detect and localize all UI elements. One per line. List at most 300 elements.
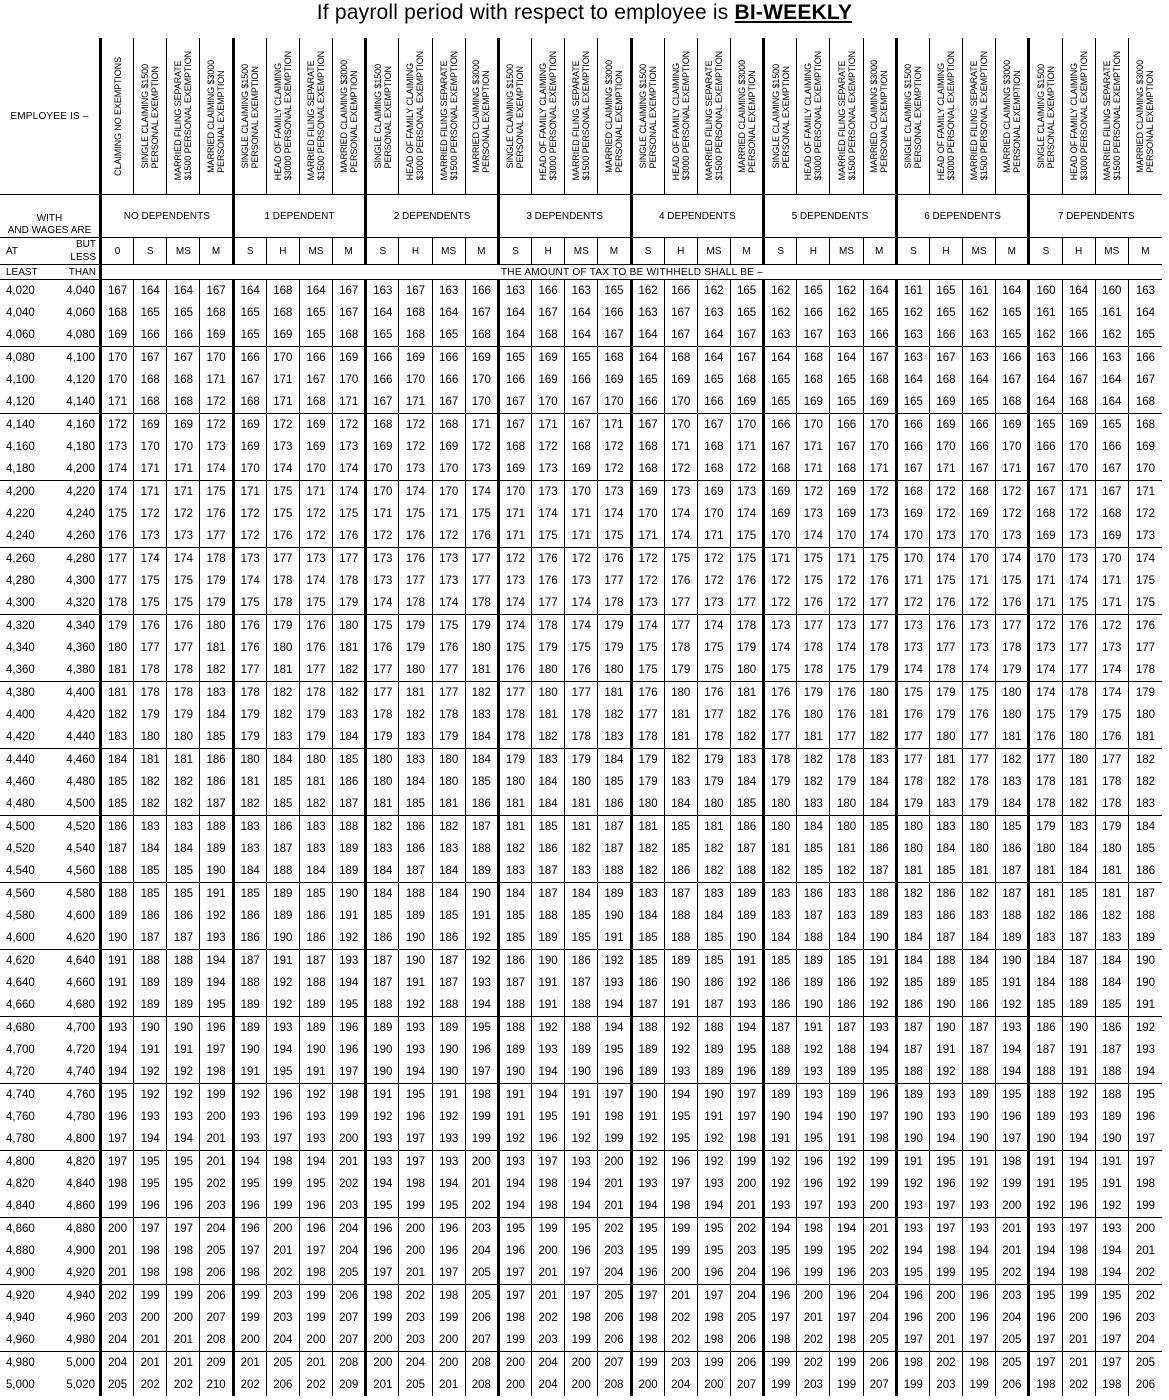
tax-amount-cell: 185: [565, 927, 598, 950]
tax-amount-cell: 184: [1029, 972, 1062, 994]
tax-amount-cell: 201: [134, 1329, 167, 1352]
tax-amount-cell: 201: [333, 1151, 366, 1174]
tax-amount-cell: 191: [631, 1106, 664, 1128]
tax-amount-cell: 208: [465, 1352, 498, 1375]
tax-amount-cell: 176: [764, 682, 797, 705]
tax-amount-cell: 176: [299, 637, 332, 659]
tax-amount-cell: 175: [167, 570, 200, 592]
tax-amount-cell: 170: [333, 369, 366, 391]
tax-amount-cell: 184: [1029, 950, 1062, 973]
table-header: [0, 38, 1162, 280]
tax-amount-cell: 168: [333, 324, 366, 347]
tax-amount-cell: 170: [101, 369, 134, 391]
tax-amount-cell: 174: [333, 458, 366, 481]
tax-amount-cell: 194: [532, 1061, 565, 1084]
tax-amount-cell: 196: [266, 1084, 299, 1107]
tax-amount-cell: 172: [664, 458, 697, 481]
tax-amount-cell: 186: [764, 994, 797, 1017]
tax-amount-cell: 200: [498, 1374, 531, 1396]
tax-amount-cell: 179: [896, 793, 929, 816]
tax-amount-cell: 196: [565, 1240, 598, 1262]
tax-amount-cell: 169: [498, 458, 531, 481]
tax-amount-cell: 198: [432, 1285, 465, 1308]
tax-amount-cell: 166: [598, 302, 631, 324]
tax-amount-cell: 193: [963, 1218, 996, 1241]
tax-amount-cell: 183: [697, 883, 730, 906]
tax-amount-cell: 172: [233, 503, 266, 525]
tax-amount-cell: 181: [1062, 771, 1095, 793]
tax-amount-cell: 177: [465, 548, 498, 571]
table-row: [0, 838, 1162, 860]
tax-amount-cell: 177: [896, 749, 929, 772]
tax-amount-cell: 185: [333, 749, 366, 772]
column-description-text: MARRIED FILING SEPARATE $1500 PERSONAL EXEMPTION: [438, 51, 459, 181]
tax-amount-cell: 178: [498, 726, 531, 749]
tax-amount-cell: 166: [797, 302, 830, 324]
tax-amount-cell: 195: [896, 1262, 929, 1285]
tax-amount-cell: 191: [432, 1084, 465, 1107]
tax-amount-cell: 185: [432, 905, 465, 927]
tax-amount-cell: 197: [532, 1151, 565, 1174]
tax-amount-cell: 202: [797, 1352, 830, 1375]
column-description: [697, 38, 730, 195]
tax-amount-cell: 187: [1062, 950, 1095, 973]
tax-amount-cell: 187: [996, 883, 1029, 906]
tax-amount-cell: 180: [134, 726, 167, 749]
tax-amount-cell: 179: [134, 704, 167, 726]
tax-amount-cell: 182: [863, 726, 896, 749]
column-code: S: [498, 238, 531, 265]
tax-amount-cell: 166: [167, 324, 200, 347]
tax-amount-cell: 194: [299, 1151, 332, 1174]
tax-amount-cell: 180: [730, 659, 763, 682]
tax-amount-cell: 195: [200, 994, 233, 1017]
tax-amount-cell: 171: [299, 481, 332, 504]
tax-amount-cell: 182: [963, 883, 996, 906]
tax-amount-cell: 175: [366, 615, 399, 638]
tax-amount-cell: 186: [233, 927, 266, 950]
tax-amount-cell: 177: [1095, 749, 1128, 772]
tax-amount-cell: 205: [465, 1262, 498, 1285]
tax-amount-cell: 185: [896, 972, 929, 994]
tax-amount-cell: 189: [830, 1061, 863, 1084]
tax-amount-cell: 180: [565, 771, 598, 793]
with-wages-text: WITH AND WAGES ARE: [7, 213, 92, 236]
tax-amount-cell: 189: [963, 1084, 996, 1107]
tax-amount-cell: 172: [1128, 503, 1162, 525]
tax-amount-cell: 174: [498, 615, 531, 638]
tax-amount-cell: 176: [432, 637, 465, 659]
tax-amount-cell: 185: [1029, 994, 1062, 1017]
tax-amount-cell: 204: [465, 1240, 498, 1262]
tax-amount-cell: 185: [929, 860, 962, 883]
table-body: [0, 280, 1162, 1397]
tax-amount-cell: 191: [465, 905, 498, 927]
tax-amount-cell: 177: [697, 704, 730, 726]
column-code: MS: [697, 238, 730, 265]
tax-amount-cell: 199: [266, 1195, 299, 1218]
column-code: MS: [963, 238, 996, 265]
tax-amount-cell: 186: [333, 771, 366, 793]
tax-amount-cell: 192: [299, 1084, 332, 1107]
tax-amount-cell: 167: [863, 347, 896, 370]
tax-amount-cell: 196: [830, 1262, 863, 1285]
tax-amount-cell: 183: [764, 883, 797, 906]
tax-amount-cell: 175: [233, 592, 266, 615]
tax-amount-cell: 187: [465, 816, 498, 839]
tax-amount-cell: 172: [200, 391, 233, 414]
tax-amount-cell: 186: [730, 816, 763, 839]
tax-amount-cell: 192: [432, 1106, 465, 1128]
tax-amount-cell: 173: [366, 570, 399, 592]
tax-amount-cell: 170: [664, 414, 697, 437]
tax-amount-cell: 199: [1128, 1195, 1162, 1218]
table-row: [0, 1285, 1162, 1308]
tax-amount-cell: 169: [266, 324, 299, 347]
tax-amount-cell: 173: [432, 548, 465, 571]
tax-amount-cell: 193: [299, 1106, 332, 1128]
tax-amount-cell: 179: [963, 793, 996, 816]
tax-amount-cell: 186: [764, 972, 797, 994]
tax-amount-cell: 165: [764, 391, 797, 414]
tax-amount-cell: 193: [896, 1195, 929, 1218]
tax-amount-cell: 176: [233, 615, 266, 638]
tax-amount-cell: 163: [764, 324, 797, 347]
tax-amount-cell: 179: [1062, 704, 1095, 726]
tax-amount-cell: 191: [101, 972, 134, 994]
tax-amount-cell: 167: [697, 414, 730, 437]
tax-amount-cell: 162: [1029, 324, 1062, 347]
tax-amount-cell: 196: [333, 1039, 366, 1061]
tax-amount-cell: 181: [233, 771, 266, 793]
tax-amount-cell: 181: [1029, 860, 1062, 883]
tax-amount-cell: 193: [565, 1151, 598, 1174]
tax-amount-cell: 204: [200, 1218, 233, 1241]
tax-amount-cell: 188: [101, 860, 134, 883]
tax-amount-cell: 181: [929, 749, 962, 772]
tax-amount-cell: 176: [730, 570, 763, 592]
tax-amount-cell: 165: [764, 369, 797, 391]
tax-amount-cell: 182: [266, 704, 299, 726]
tax-amount-cell: 179: [929, 704, 962, 726]
tax-amount-cell: 170: [101, 347, 134, 370]
tax-amount-cell: 175: [697, 637, 730, 659]
tax-amount-cell: 172: [465, 436, 498, 458]
tax-amount-cell: 162: [830, 280, 863, 303]
column-code: MS: [432, 238, 465, 265]
tax-amount-cell: 165: [432, 324, 465, 347]
tax-amount-cell: 194: [233, 1151, 266, 1174]
tax-amount-cell: 195: [366, 1195, 399, 1218]
tax-amount-cell: 181: [1029, 883, 1062, 906]
column-description: [200, 38, 233, 195]
tax-amount-cell: 195: [167, 1173, 200, 1195]
tax-amount-cell: 198: [963, 1352, 996, 1375]
tax-amount-cell: 194: [631, 1195, 664, 1218]
tax-amount-cell: 186: [399, 816, 432, 839]
tax-amount-cell: 170: [366, 481, 399, 504]
tax-amount-cell: 206: [333, 1285, 366, 1308]
tax-amount-cell: 175: [730, 525, 763, 548]
tax-amount-cell: 187: [963, 1039, 996, 1061]
tax-amount-cell: 172: [1029, 615, 1062, 638]
wage-at-least: 4,100: [6, 374, 35, 386]
tax-amount-cell: 192: [896, 1173, 929, 1195]
tax-amount-cell: 183: [764, 905, 797, 927]
tax-amount-cell: 175: [266, 481, 299, 504]
tax-amount-cell: 200: [929, 1285, 962, 1308]
wage-but-less: 4,760: [50, 1084, 100, 1107]
tax-amount-cell: 187: [598, 838, 631, 860]
tax-amount-cell: 163: [896, 324, 929, 347]
tax-amount-cell: 196: [432, 1218, 465, 1241]
tax-amount-cell: 174: [664, 525, 697, 548]
tax-amount-cell: 188: [863, 883, 896, 906]
tax-amount-cell: 196: [963, 1285, 996, 1308]
tax-amount-cell: 182: [764, 860, 797, 883]
tax-amount-cell: 168: [730, 369, 763, 391]
tax-amount-cell: 186: [1095, 1017, 1128, 1040]
tax-amount-cell: 172: [200, 414, 233, 437]
tax-amount-cell: 189: [465, 860, 498, 883]
tax-amount-cell: 201: [399, 1262, 432, 1285]
tax-amount-cell: 189: [134, 972, 167, 994]
tax-amount-cell: 175: [465, 503, 498, 525]
tax-amount-cell: 168: [1128, 414, 1162, 437]
tax-amount-cell: 170: [963, 525, 996, 548]
tax-amount-cell: 180: [399, 659, 432, 682]
tax-amount-cell: 192: [631, 1128, 664, 1151]
tax-amount-cell: 182: [167, 793, 200, 816]
tax-amount-cell: 193: [1095, 1218, 1128, 1241]
tax-amount-cell: 193: [1128, 1039, 1162, 1061]
table-row: [0, 860, 1162, 883]
tax-amount-cell: 165: [299, 324, 332, 347]
tax-amount-cell: 187: [697, 994, 730, 1017]
tax-amount-cell: 173: [299, 548, 332, 571]
tax-amount-cell: 198: [764, 1329, 797, 1352]
tax-amount-cell: 180: [896, 816, 929, 839]
tax-amount-cell: 198: [498, 1307, 531, 1329]
dependents-group-label: NO DEPENDENTS: [101, 195, 234, 238]
tax-amount-cell: 172: [565, 548, 598, 571]
tax-amount-cell: 181: [598, 682, 631, 705]
tax-amount-cell: 180: [631, 793, 664, 816]
tax-amount-cell: 175: [896, 682, 929, 705]
tax-amount-cell: 171: [266, 391, 299, 414]
tax-amount-cell: 177: [863, 592, 896, 615]
tax-amount-cell: 183: [797, 793, 830, 816]
tax-amount-cell: 197: [730, 1084, 763, 1107]
tax-amount-cell: 180: [996, 704, 1029, 726]
tax-amount-cell: 168: [266, 302, 299, 324]
column-description-text: HEAD OF FAMILY CLAIMING $3000 PERSONAL EXEMPTION: [538, 51, 559, 181]
tax-amount-cell: 174: [929, 548, 962, 571]
wage-but-less: 4,600: [66, 910, 95, 922]
table-row: [0, 927, 1162, 950]
tax-amount-cell: 169: [432, 436, 465, 458]
tax-amount-cell: 191: [598, 927, 631, 950]
tax-amount-cell: 187: [764, 1017, 797, 1040]
tax-amount-cell: 189: [266, 905, 299, 927]
table-row: [0, 1084, 1162, 1107]
wage-but-less: 4,980: [66, 1334, 95, 1346]
tax-amount-cell: 171: [134, 458, 167, 481]
tax-amount-cell: 187: [333, 793, 366, 816]
tax-amount-cell: 166: [996, 347, 1029, 370]
tax-amount-cell: 174: [465, 481, 498, 504]
tax-amount-cell: 166: [366, 369, 399, 391]
tax-amount-cell: 188: [631, 1017, 664, 1040]
tax-amount-cell: 188: [233, 972, 266, 994]
column-description: [1128, 38, 1162, 195]
tax-amount-cell: 174: [1095, 659, 1128, 682]
tax-amount-cell: 164: [1062, 280, 1095, 303]
tax-amount-cell: 204: [863, 1307, 896, 1329]
tax-amount-cell: 168: [167, 369, 200, 391]
tax-amount-cell: 177: [498, 682, 531, 705]
tax-amount-cell: 169: [631, 481, 664, 504]
tax-amount-cell: 205: [266, 1352, 299, 1375]
tax-amount-cell: 179: [565, 749, 598, 772]
tax-amount-cell: 194: [598, 1017, 631, 1040]
tax-amount-cell: 194: [830, 1218, 863, 1241]
tax-amount-cell: 170: [1128, 458, 1162, 481]
tax-amount-cell: 170: [863, 436, 896, 458]
tax-amount-cell: 202: [233, 1374, 266, 1396]
tax-amount-cell: 185: [830, 950, 863, 973]
tax-amount-cell: 189: [167, 994, 200, 1017]
tax-amount-cell: 166: [134, 324, 167, 347]
tax-amount-cell: 164: [896, 369, 929, 391]
tax-amount-cell: 194: [399, 1061, 432, 1084]
tax-amount-cell: 198: [929, 1240, 962, 1262]
tax-amount-cell: 189: [532, 927, 565, 950]
dependents-group-label: 4 DEPENDENTS: [631, 195, 764, 238]
tax-amount-cell: 190: [1029, 1128, 1062, 1151]
wage-at-least: 4,500: [0, 816, 50, 839]
tax-amount-cell: 189: [896, 1084, 929, 1107]
tax-amount-cell: 197: [134, 1218, 167, 1241]
tax-amount-cell: 185: [299, 883, 332, 906]
tax-amount-cell: 190: [399, 950, 432, 973]
tax-amount-cell: 175: [299, 592, 332, 615]
tax-amount-cell: 160: [1095, 280, 1128, 303]
tax-amount-cell: 207: [465, 1329, 498, 1352]
tax-amount-cell: 191: [134, 1039, 167, 1061]
tax-amount-cell: 170: [465, 391, 498, 414]
tax-amount-cell: 201: [863, 1218, 896, 1241]
tax-amount-cell: 183: [498, 860, 531, 883]
tax-amount-cell: 181: [498, 793, 531, 816]
tax-amount-cell: 197: [996, 1128, 1029, 1151]
tax-amount-cell: 180: [1062, 749, 1095, 772]
tax-amount-cell: 194: [167, 1128, 200, 1151]
column-description: [399, 38, 432, 195]
tax-amount-cell: 169: [1062, 414, 1095, 437]
tax-amount-cell: 197: [1029, 1352, 1062, 1375]
tax-amount-cell: 164: [631, 324, 664, 347]
column-description-text: SINGLE CLAIMING $1500 PERSONAL EXEMPTION: [372, 63, 393, 169]
table-row: [0, 682, 1162, 705]
than-label: THAN: [50, 265, 100, 280]
column-code: MS: [830, 238, 863, 265]
tax-amount-cell: 205: [598, 1285, 631, 1308]
tax-amount-cell: 198: [167, 1240, 200, 1262]
wage-but-less: 4,680: [66, 999, 95, 1011]
wage-but-less: 4,220: [50, 481, 100, 504]
tax-amount-cell: 190: [399, 927, 432, 950]
tax-amount-cell: 190: [1062, 1017, 1095, 1040]
tax-amount-cell: 193: [366, 1151, 399, 1174]
tax-amount-cell: 171: [830, 548, 863, 571]
tax-amount-cell: 184: [366, 860, 399, 883]
tax-amount-cell: 202: [664, 1329, 697, 1352]
column-description: [896, 38, 929, 195]
tax-amount-cell: 189: [730, 905, 763, 927]
tax-amount-cell: 194: [996, 1039, 1029, 1061]
tax-amount-cell: 177: [366, 682, 399, 705]
tax-amount-cell: 195: [598, 1039, 631, 1061]
tax-amount-cell: 204: [863, 1285, 896, 1308]
tax-amount-cell: 197: [167, 1218, 200, 1241]
tax-amount-cell: 202: [299, 1374, 332, 1396]
tax-amount-cell: 174: [266, 458, 299, 481]
tax-amount-cell: 165: [233, 302, 266, 324]
tax-amount-cell: 182: [664, 749, 697, 772]
tax-amount-cell: 163: [963, 324, 996, 347]
tax-amount-cell: 199: [929, 1262, 962, 1285]
tax-amount-cell: 169: [465, 347, 498, 370]
tax-amount-cell: 189: [299, 1017, 332, 1040]
tax-amount-cell: 173: [333, 436, 366, 458]
tax-amount-cell: 187: [366, 972, 399, 994]
tax-amount-cell: 206: [863, 1352, 896, 1375]
tax-amount-cell: 165: [797, 280, 830, 303]
tax-amount-cell: 191: [730, 950, 763, 973]
wage-but-less: 4,180: [66, 441, 95, 453]
tax-amount-cell: 195: [399, 1084, 432, 1107]
tax-amount-cell: 200: [432, 1329, 465, 1352]
tax-amount-cell: 170: [299, 458, 332, 481]
tax-amount-cell: 182: [366, 816, 399, 839]
tax-amount-cell: 187: [963, 1017, 996, 1040]
tax-amount-cell: 173: [532, 481, 565, 504]
tax-amount-cell: 190: [896, 1128, 929, 1151]
tax-amount-cell: 210: [200, 1374, 233, 1396]
tax-amount-cell: 200: [863, 1195, 896, 1218]
tax-amount-cell: 165: [730, 302, 763, 324]
tax-amount-cell: 185: [1062, 883, 1095, 906]
tax-amount-cell: 165: [996, 302, 1029, 324]
tax-amount-cell: 198: [598, 1106, 631, 1128]
tax-amount-cell: 190: [167, 1017, 200, 1040]
tax-amount-cell: 192: [631, 1151, 664, 1174]
tax-amount-cell: 187: [1062, 927, 1095, 950]
tax-amount-cell: 171: [1095, 592, 1128, 615]
tax-amount-cell: 172: [598, 458, 631, 481]
tax-amount-cell: 182: [465, 682, 498, 705]
tax-amount-cell: 185: [167, 883, 200, 906]
tax-amount-cell: 171: [797, 436, 830, 458]
wage-at-least: 4,160: [6, 441, 35, 453]
column-code: MS: [565, 238, 598, 265]
tax-amount-cell: 190: [929, 1017, 962, 1040]
tax-amount-cell: 181: [565, 816, 598, 839]
tax-amount-cell: 175: [631, 637, 664, 659]
tax-amount-cell: 184: [200, 704, 233, 726]
tax-amount-cell: 173: [266, 436, 299, 458]
